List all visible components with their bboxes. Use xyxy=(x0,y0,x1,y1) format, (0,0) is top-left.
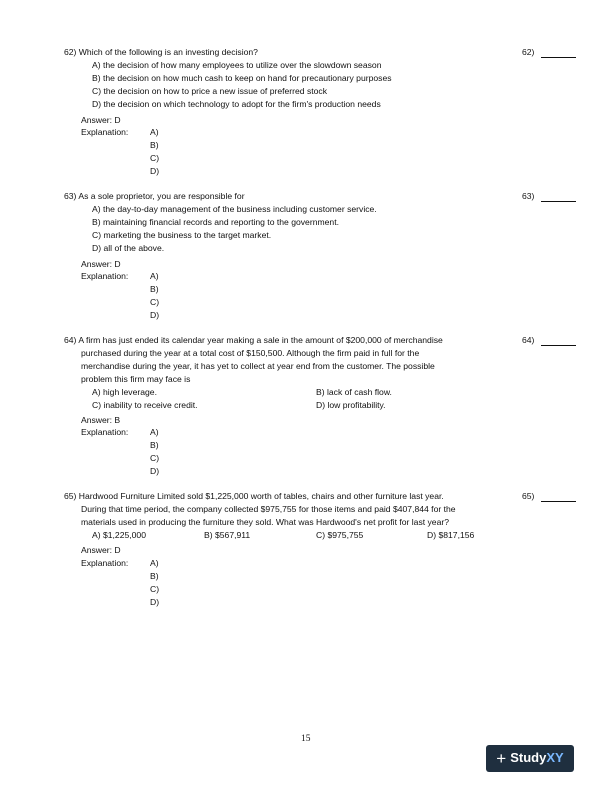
brand-name-part1: Study xyxy=(510,750,547,766)
question-62-option-b: B) the decision on how much cash to keep on hand for precautionary purposes xyxy=(92,73,392,83)
question-62-explanation-a: A) xyxy=(150,127,159,137)
question-63-option-d: D) all of the above. xyxy=(92,243,165,253)
question-65-number: 65) xyxy=(522,491,535,501)
question-64-option-d: D) low profitability. xyxy=(316,400,386,410)
question-64-answer-blank xyxy=(541,345,576,346)
question-63-option-b: B) maintaining financial records and reporting to the government. xyxy=(92,217,339,227)
question-64-stem-line-3: merchandise during the year, it has yet to collect at year end from the customer. The possible xyxy=(81,361,435,371)
question-64-stem-line-1: 64) A firm has just ended its calendar year making a sale in the amount of $200,000 of merchandise xyxy=(64,335,443,345)
page-number: 15 xyxy=(301,734,311,744)
question-64-explanation-d: D) xyxy=(150,466,160,476)
question-65-option-b: B) $567,911 xyxy=(204,530,251,540)
question-65-explanation-label: Explanation: xyxy=(81,558,129,568)
question-62-explanation-label: Explanation: xyxy=(81,127,129,137)
question-64-stem-line-2: purchased during the year at a total cost of $150,500. Although the firm paid in full for the xyxy=(81,348,420,358)
studyxy-logo xyxy=(486,745,574,772)
question-64-option-c: C) inability to receive credit. xyxy=(92,400,198,410)
question-63-option-a: A) the day-to-day management of the business including customer service. xyxy=(92,204,377,214)
question-65-explanation-c: C) xyxy=(150,584,160,594)
question-63-explanation-d: D) xyxy=(150,310,160,320)
question-62-explanation-c: C) xyxy=(150,153,160,163)
question-65-answer-blank xyxy=(541,501,576,502)
question-63-explanation-c: C) xyxy=(150,297,160,307)
question-63-option-c: C) marketing the business to the target market. xyxy=(92,230,272,240)
question-65-stem-line-3: materials used in producing the furniture they sold. What was Hardwood's net profit for last year? xyxy=(81,517,450,527)
question-62-option-d: D) the decision on which technology to adopt for the firm's production needs xyxy=(92,99,381,109)
question-62-option-a: A) the decision of how many employees to utilize over the slowdown season xyxy=(92,60,382,70)
question-62-explanation-d: D) xyxy=(150,166,160,176)
question-64-explanation-c: C) xyxy=(150,453,160,463)
question-63-answer-blank xyxy=(541,201,576,202)
question-64-number: 64) xyxy=(522,335,535,345)
question-62-answer: Answer: D xyxy=(81,115,121,125)
question-65-explanation-a: A) xyxy=(150,558,159,568)
question-62-answer-blank xyxy=(541,57,576,58)
question-62-stem: 62) Which of the following is an investing decision? xyxy=(64,47,258,57)
question-63-number: 63) xyxy=(522,191,535,201)
question-62-number: 62) xyxy=(522,47,535,57)
question-65-option-a: A) $1,225,000 xyxy=(92,530,146,540)
question-63-explanation-label: Explanation: xyxy=(81,271,129,281)
question-64-explanation-label: Explanation: xyxy=(81,427,129,437)
question-64-explanation-a: A) xyxy=(150,427,159,437)
question-62-option-c: C) the decision on how to price a new issue of preferred stock xyxy=(92,86,328,96)
question-63-explanation-b: B) xyxy=(150,284,159,294)
brand-name-part2: XY xyxy=(546,750,564,766)
question-64-explanation-b: B) xyxy=(150,440,159,450)
question-63-explanation-a: A) xyxy=(150,271,159,281)
question-64-stem-line-4: problem this firm may face is xyxy=(81,374,191,384)
question-65-option-c: C) $975,755 xyxy=(316,530,364,540)
question-64-option-a: A) high leverage. xyxy=(92,387,157,397)
question-65-answer: Answer: D xyxy=(81,545,121,555)
question-65-option-d: D) $817,156 xyxy=(427,530,475,540)
question-64-option-b: B) lack of cash flow. xyxy=(316,387,392,397)
question-64-answer: Answer: B xyxy=(81,415,121,425)
question-65-stem-line-1: 65) Hardwood Furniture Limited sold $1,225,000 worth of tables, chairs and other furniture last year. xyxy=(64,491,444,501)
question-62-explanation-b: B) xyxy=(150,140,159,150)
question-63-answer: Answer: D xyxy=(81,259,121,269)
question-65-explanation-b: B) xyxy=(150,571,159,581)
plus-icon: + xyxy=(496,749,507,768)
question-65-stem-line-2: During that time period, the company collected $975,755 for those items and paid $407,844 for the xyxy=(81,504,456,514)
question-63-stem: 63) As a sole proprietor, you are responsible for xyxy=(64,191,245,201)
question-65-explanation-d: D) xyxy=(150,597,160,607)
